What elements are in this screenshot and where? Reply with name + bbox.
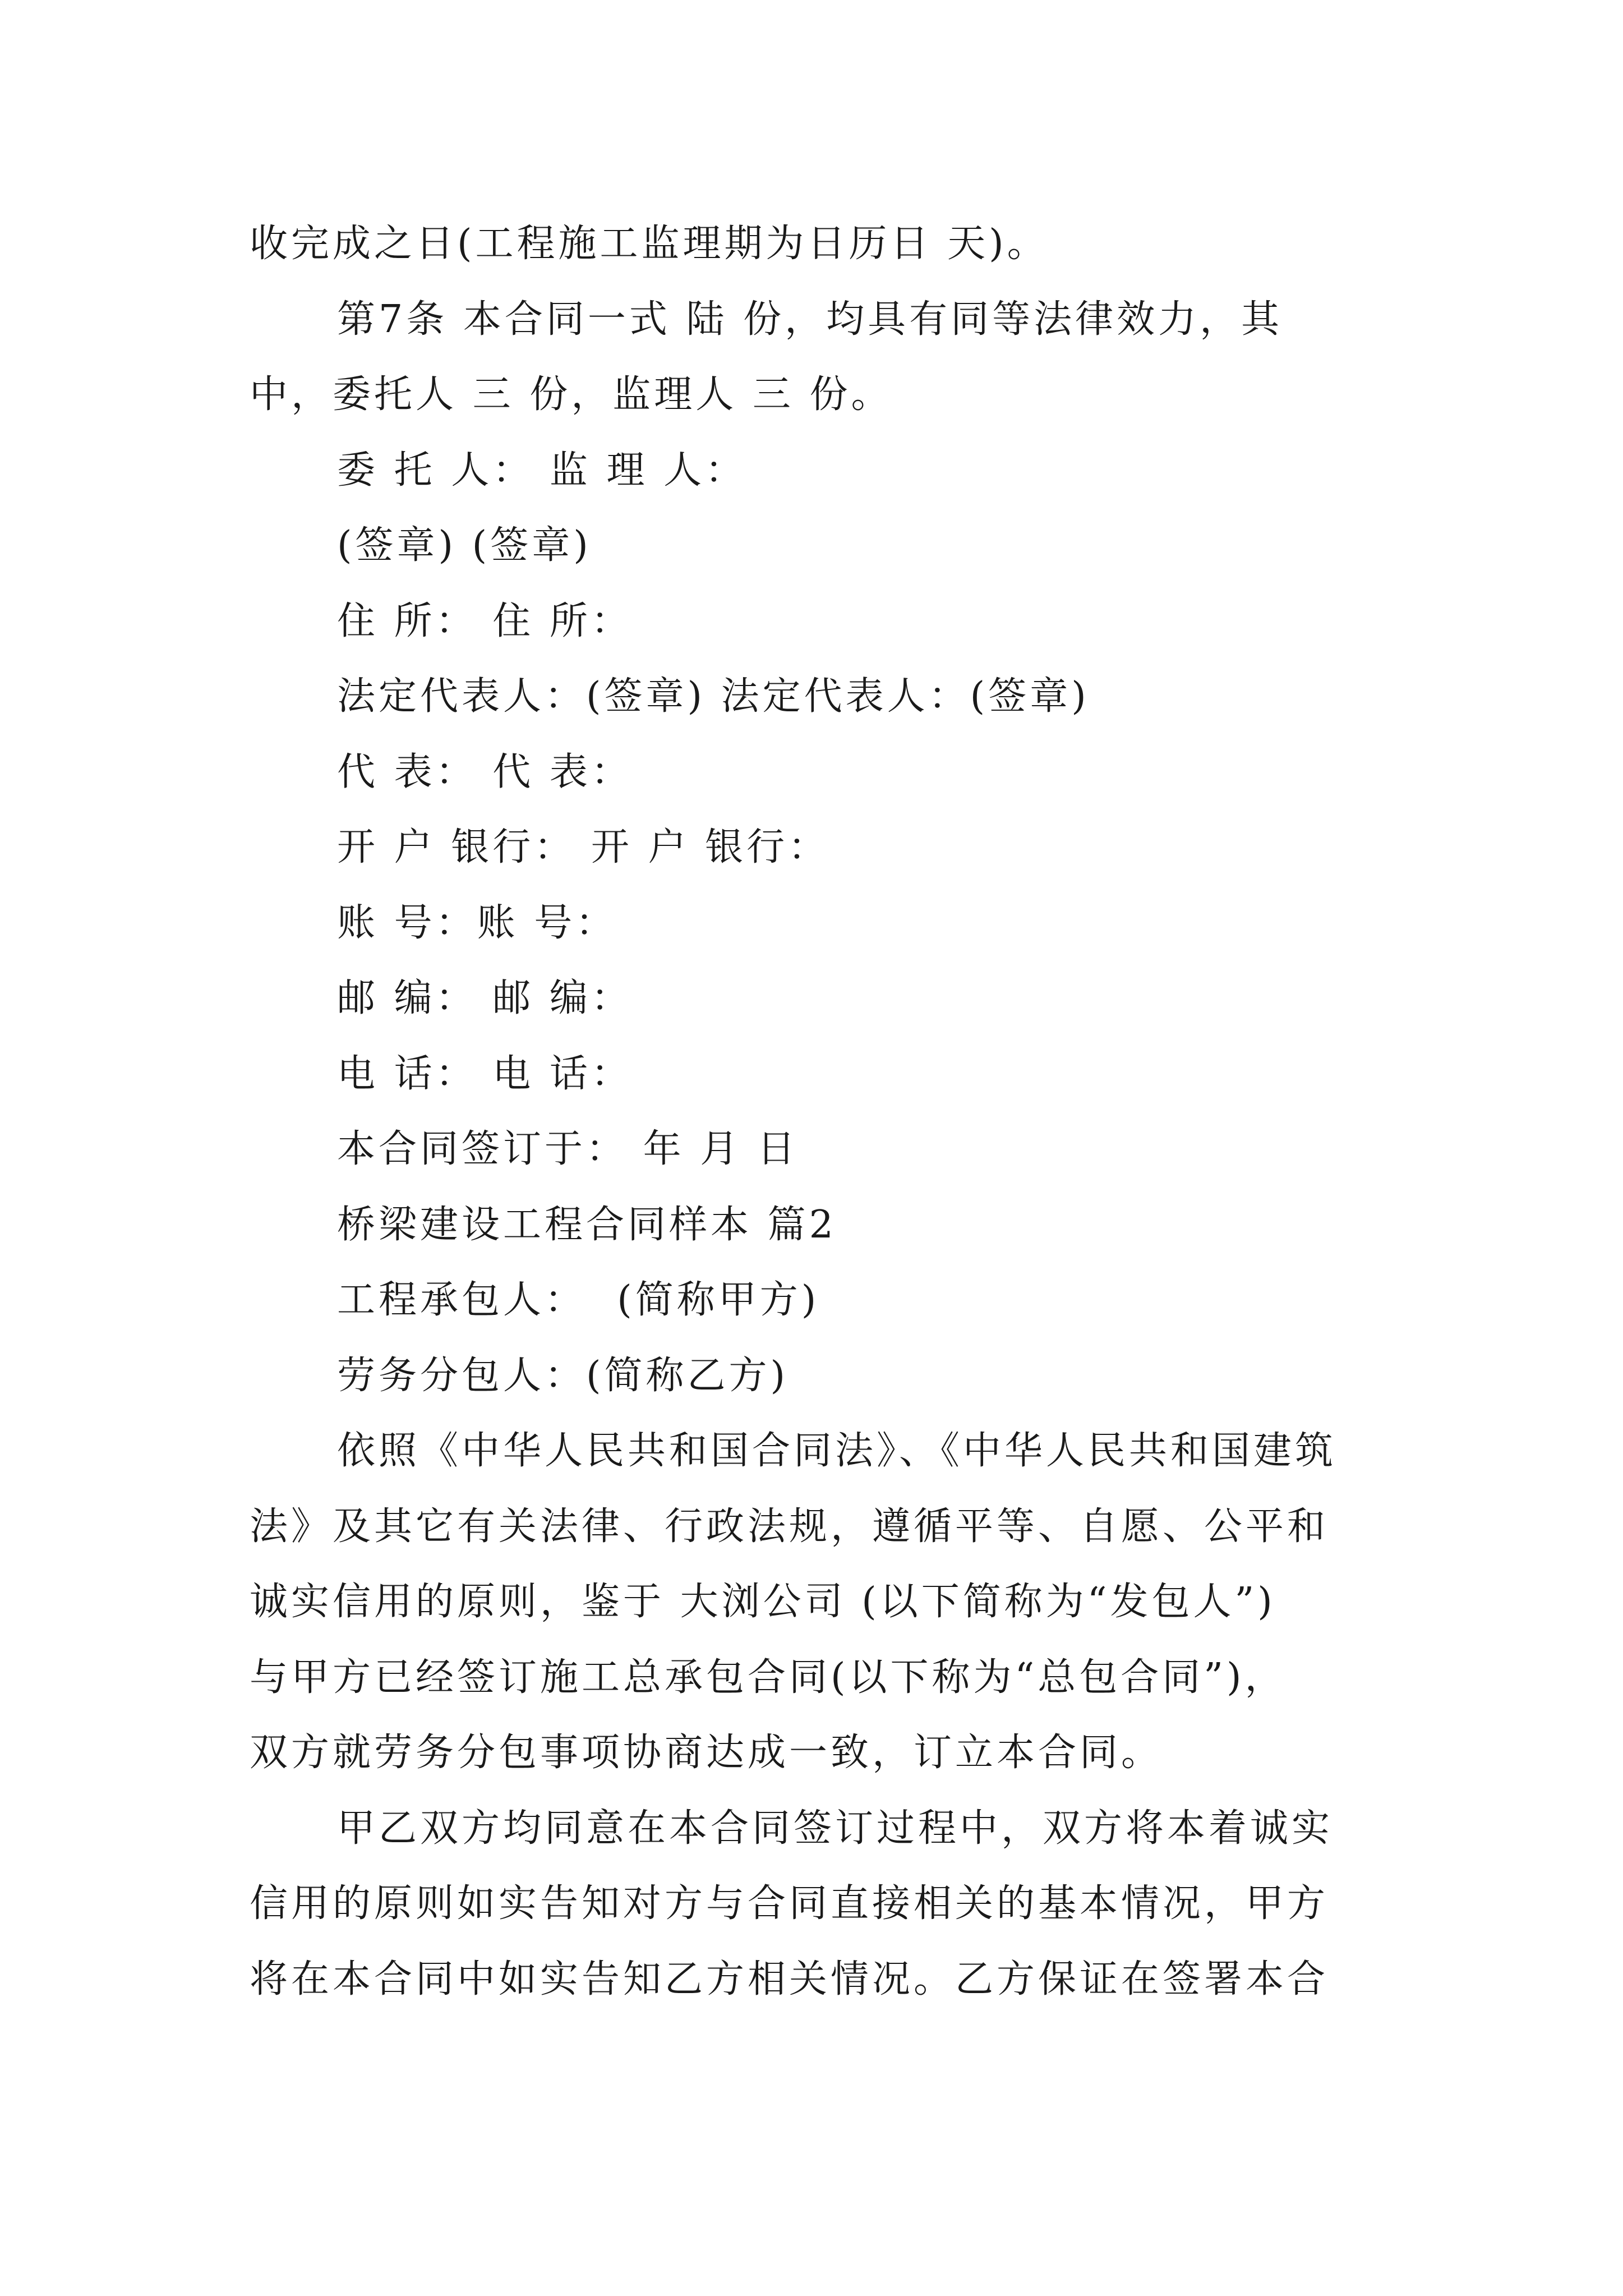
text-line: 本合同签订于： 年 月 日	[337, 1127, 799, 1171]
text-line: 邮 编： 邮 编：	[337, 976, 633, 1020]
text-line: (签章) (签章)	[337, 523, 592, 568]
text-line: 开 户 银行： 开 户 银行：	[337, 825, 830, 869]
section-heading: 桥梁建设工程合同样本 篇2	[337, 1202, 837, 1247]
paragraph-line: 甲乙双方均同意在本合同签订过程中，双方将本着诚实	[337, 1806, 1334, 1851]
text-line: 劳务分包人：(简称乙方)	[337, 1353, 789, 1398]
text-line: 代 表： 代 表：	[337, 749, 633, 794]
text-line: 收完成之日(工程施工监理期为日历日 天)。	[250, 222, 1049, 266]
text-line: 中，委托人 三 份，监理人 三 份。	[250, 372, 893, 417]
text-line: 电 话： 电 话：	[337, 1051, 633, 1096]
paragraph-line: 与甲方已经签订施工总承包合同(以下称为“总包合同”)，	[250, 1655, 1287, 1700]
paragraph-line: 信用的原则如实告知对方与合同直接相关的基本情况，甲方	[250, 1881, 1329, 1926]
document-body	[250, 206, 1388, 2017]
paragraph-line: 双方就劳务分包事项协商达成一致，订立本合同。	[250, 1731, 1163, 1775]
text-line: 第7条 本合同一式 陆 份，均具有同等法律效力，其	[337, 297, 1283, 342]
paragraph-line: 法》及其它有关法律、行政法规，遵循平等、自愿、公平和	[250, 1504, 1329, 1549]
paragraph-line: 将在本合同中如实告知乙方相关情况。乙方保证在签署本合	[250, 1957, 1329, 2001]
paragraph-line: 依照《中华人民共和国合同法》、《中华人民共和国建筑	[337, 1429, 1337, 1473]
text-line: 委 托 人： 监 理 人：	[337, 448, 747, 493]
text-line: 法定代表人：(签章) 法定代表人：(签章)	[337, 674, 1090, 719]
paragraph-line: 诚实信用的原则，鉴于 大浏公司 (以下简称为“发包人”)	[250, 1580, 1276, 1624]
text-line: 账 号：账 号：	[337, 900, 617, 945]
text-line: 工程承包人： (简称甲方)	[337, 1278, 820, 1322]
text-line: 住 所： 住 所：	[337, 599, 633, 643]
